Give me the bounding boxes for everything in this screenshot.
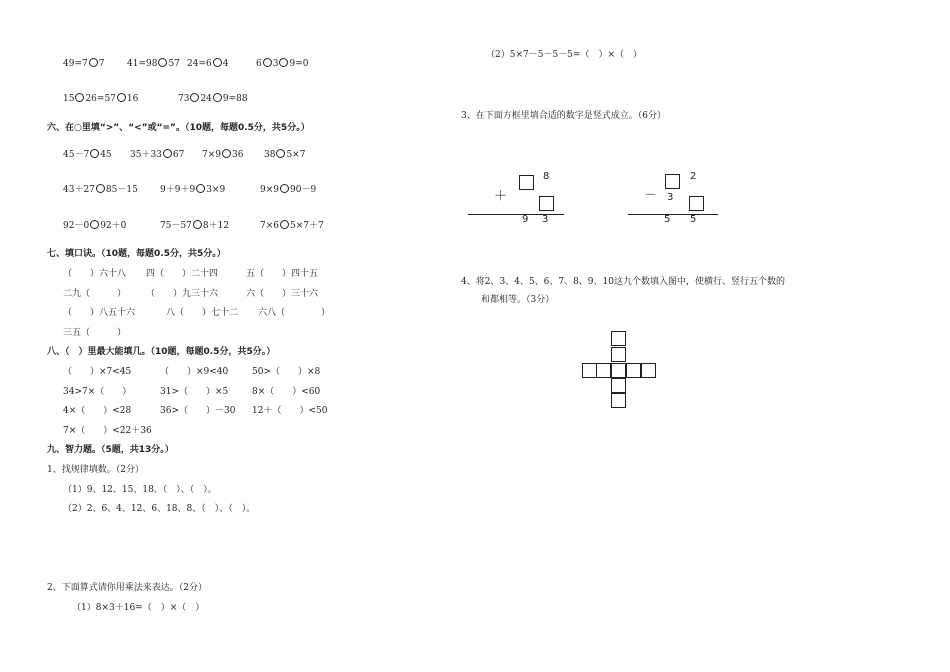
digit-box[interactable]	[665, 174, 680, 189]
s8-item: 8×（ ）<60	[252, 387, 321, 397]
answer-circle[interactable]	[196, 184, 205, 193]
expr-text: 24=6	[187, 59, 212, 69]
expr-text: 5×7	[286, 150, 306, 160]
s7-item: 八（ ）七十二	[166, 308, 239, 318]
section-8-heading: 八、（ ）里最大能填几。（10题，每题0.5分，共5分。）	[47, 347, 276, 357]
digit: 2	[690, 171, 697, 182]
s6-row2-b	[160, 184, 225, 196]
question-1-part-b: （2）2、6、4、12、6、18、8、（ ）、（ ）。	[63, 504, 256, 514]
expr-text: 3	[272, 59, 279, 69]
expr-text: 7×9	[202, 150, 221, 160]
grid-cell[interactable]	[611, 347, 626, 362]
expr-text: 49=7	[63, 59, 88, 69]
s7-item: （ ）九三十六	[146, 289, 219, 299]
expr-text: 9=0	[289, 59, 309, 69]
digit: 8	[543, 171, 550, 182]
answer-circle[interactable]	[117, 93, 126, 102]
result-digit: 3	[542, 214, 549, 225]
expr-text: 45－7	[63, 150, 90, 160]
expr-text: 41=98	[127, 59, 158, 69]
digit-box[interactable]	[539, 196, 554, 211]
answer-circle[interactable]	[279, 58, 288, 67]
s5-row1-d	[256, 58, 308, 70]
expr-text: 8＋12	[202, 221, 230, 231]
expr-text: 7	[98, 59, 105, 69]
grid-cell[interactable]	[611, 363, 626, 378]
s8-item: 7×（ ）<22＋36	[63, 426, 152, 436]
section-6-heading: 六、在○里填“>”、“<”或“=”。（10题，每题0.5分，共5分。）	[47, 123, 310, 133]
answer-circle[interactable]	[90, 220, 99, 229]
expr-text: 36	[232, 150, 244, 160]
expr-text: 3×9	[206, 185, 226, 195]
answer-circle[interactable]	[158, 58, 167, 67]
s7-item: （ ）六十八	[63, 269, 127, 279]
section-7-heading: 七、填口诀。（10题，每题0.5分，共5分。）	[47, 249, 226, 259]
answer-circle[interactable]	[75, 93, 84, 102]
difference-line	[628, 214, 718, 215]
question-1-part-a: （1）9、12、15、18、（ ）、（ ）。	[63, 485, 217, 495]
expr-text: 85－15	[105, 185, 138, 195]
answer-circle[interactable]	[222, 149, 231, 158]
expr-text: 38	[264, 150, 276, 160]
answer-circle[interactable]	[89, 58, 98, 67]
question-1-title: 1、找规律填数。（2分）	[47, 465, 144, 475]
grid-cell[interactable]	[582, 363, 597, 378]
s6-row1-c	[202, 149, 243, 161]
question-2-title: 2、下面算式请你用乘法来表达。（2分）	[47, 583, 207, 593]
expr-text: 43＋27	[63, 185, 95, 195]
question-2-part-b: （2）5×7－5－5－5=（ ）×（ ）	[486, 50, 642, 60]
s6-row3-c	[260, 220, 324, 232]
s7-item: 二九（ ）	[63, 289, 127, 299]
expr-text: 73	[178, 94, 190, 104]
expr-text: 9=88	[222, 94, 248, 104]
expr-text: 5×7＋7	[290, 221, 324, 231]
answer-circle[interactable]	[263, 58, 272, 67]
s6-row1-d	[264, 149, 305, 161]
grid-cell[interactable]	[611, 331, 626, 346]
expr-text: 57	[168, 59, 180, 69]
s5-row2-b	[178, 93, 248, 105]
minus-sign: －	[644, 188, 658, 203]
answer-circle[interactable]	[280, 184, 289, 193]
digit: 3	[667, 192, 674, 203]
s8-item: 34>7×（ ）	[63, 387, 132, 397]
s6-row2-a	[63, 184, 138, 196]
grid-cell[interactable]	[596, 363, 611, 378]
sum-line	[468, 214, 564, 215]
expr-text: 75－57	[160, 221, 192, 231]
s8-item: 50>（ ）×8	[252, 367, 321, 377]
s8-item: （ ）×9<40	[160, 367, 229, 377]
s6-row3-a	[63, 220, 126, 232]
question-2-part-a: （1）8×3＋16=（ ）×（ ）	[72, 603, 205, 613]
expr-text: 45	[100, 150, 112, 160]
plus-sign: ＋	[494, 189, 508, 204]
s7-item: 三五（ ）	[63, 328, 127, 338]
question-4-line1: 4、将2、3、4、5、6、7、8、9、10这九个数填入图中，使横行、竖行五个数的	[461, 277, 785, 287]
result-digit: 9	[522, 214, 529, 225]
s7-item: 五（ ）四十五	[246, 269, 319, 279]
s5-row1-b	[127, 58, 180, 70]
question-4-line2: 和都相等。（3分）	[481, 295, 555, 305]
s7-item: （ ）八五十六	[63, 308, 136, 318]
answer-circle[interactable]	[193, 220, 202, 229]
grid-cell[interactable]	[641, 363, 656, 378]
expr-text: 4	[222, 59, 229, 69]
s8-item: （ ）×7<45	[63, 367, 132, 377]
s7-item: 六（ ）三十六	[246, 289, 319, 299]
expr-text: 24	[200, 94, 212, 104]
expr-text: 16	[126, 94, 139, 104]
s6-row2-c	[260, 184, 316, 196]
expr-text: 26=57	[85, 94, 116, 104]
answer-circle[interactable]	[163, 149, 172, 158]
digit-box[interactable]	[519, 175, 534, 190]
section-9-heading: 九、智力题。（5题，共13分。）	[47, 445, 174, 455]
expr-text: 9＋9＋9	[160, 185, 196, 195]
expr-text: 15	[63, 94, 75, 104]
s8-item: 12＋（ ）<50	[252, 406, 328, 416]
expr-text: 9×9	[260, 185, 279, 195]
answer-circle[interactable]	[213, 93, 222, 102]
s5-row1-c	[187, 58, 228, 70]
expr-text: 35＋33	[130, 150, 162, 160]
answer-circle[interactable]	[190, 93, 199, 102]
expr-text: 92＋0	[100, 221, 127, 231]
answer-circle[interactable]	[96, 184, 105, 193]
s7-item: 四（ ）二十四	[146, 269, 219, 279]
grid-cell[interactable]	[626, 363, 641, 378]
answer-circle[interactable]	[213, 58, 222, 67]
answer-circle[interactable]	[276, 149, 285, 158]
s8-item: 4×（ ）<28	[63, 406, 132, 416]
result-digit: 5	[690, 214, 697, 225]
s6-row3-b	[160, 220, 229, 232]
s8-item: 31>（ ）×5	[160, 387, 229, 397]
expr-text: 92－0	[63, 221, 90, 231]
s5-row2-a	[63, 93, 138, 105]
grid-cell[interactable]	[611, 393, 626, 408]
s7-item: 六八（ ）	[258, 308, 331, 318]
expr-text: 7×6	[260, 221, 279, 231]
result-digit: 5	[664, 214, 671, 225]
expr-text: 90－9	[290, 185, 317, 195]
s8-item: 36>（ ）－30	[160, 406, 236, 416]
answer-circle[interactable]	[280, 220, 289, 229]
question-3-title: 3、在下面方框里填合适的数字是竖式成立。（6分）	[461, 111, 666, 121]
s6-row1-b	[130, 149, 184, 161]
digit-box[interactable]	[689, 196, 704, 211]
expr-text: 6	[256, 59, 262, 69]
s5-row1	[63, 58, 104, 70]
s6-row1-a	[63, 149, 112, 161]
grid-cell[interactable]	[611, 378, 626, 393]
answer-circle[interactable]	[90, 149, 99, 158]
expr-text: 67	[172, 150, 185, 160]
